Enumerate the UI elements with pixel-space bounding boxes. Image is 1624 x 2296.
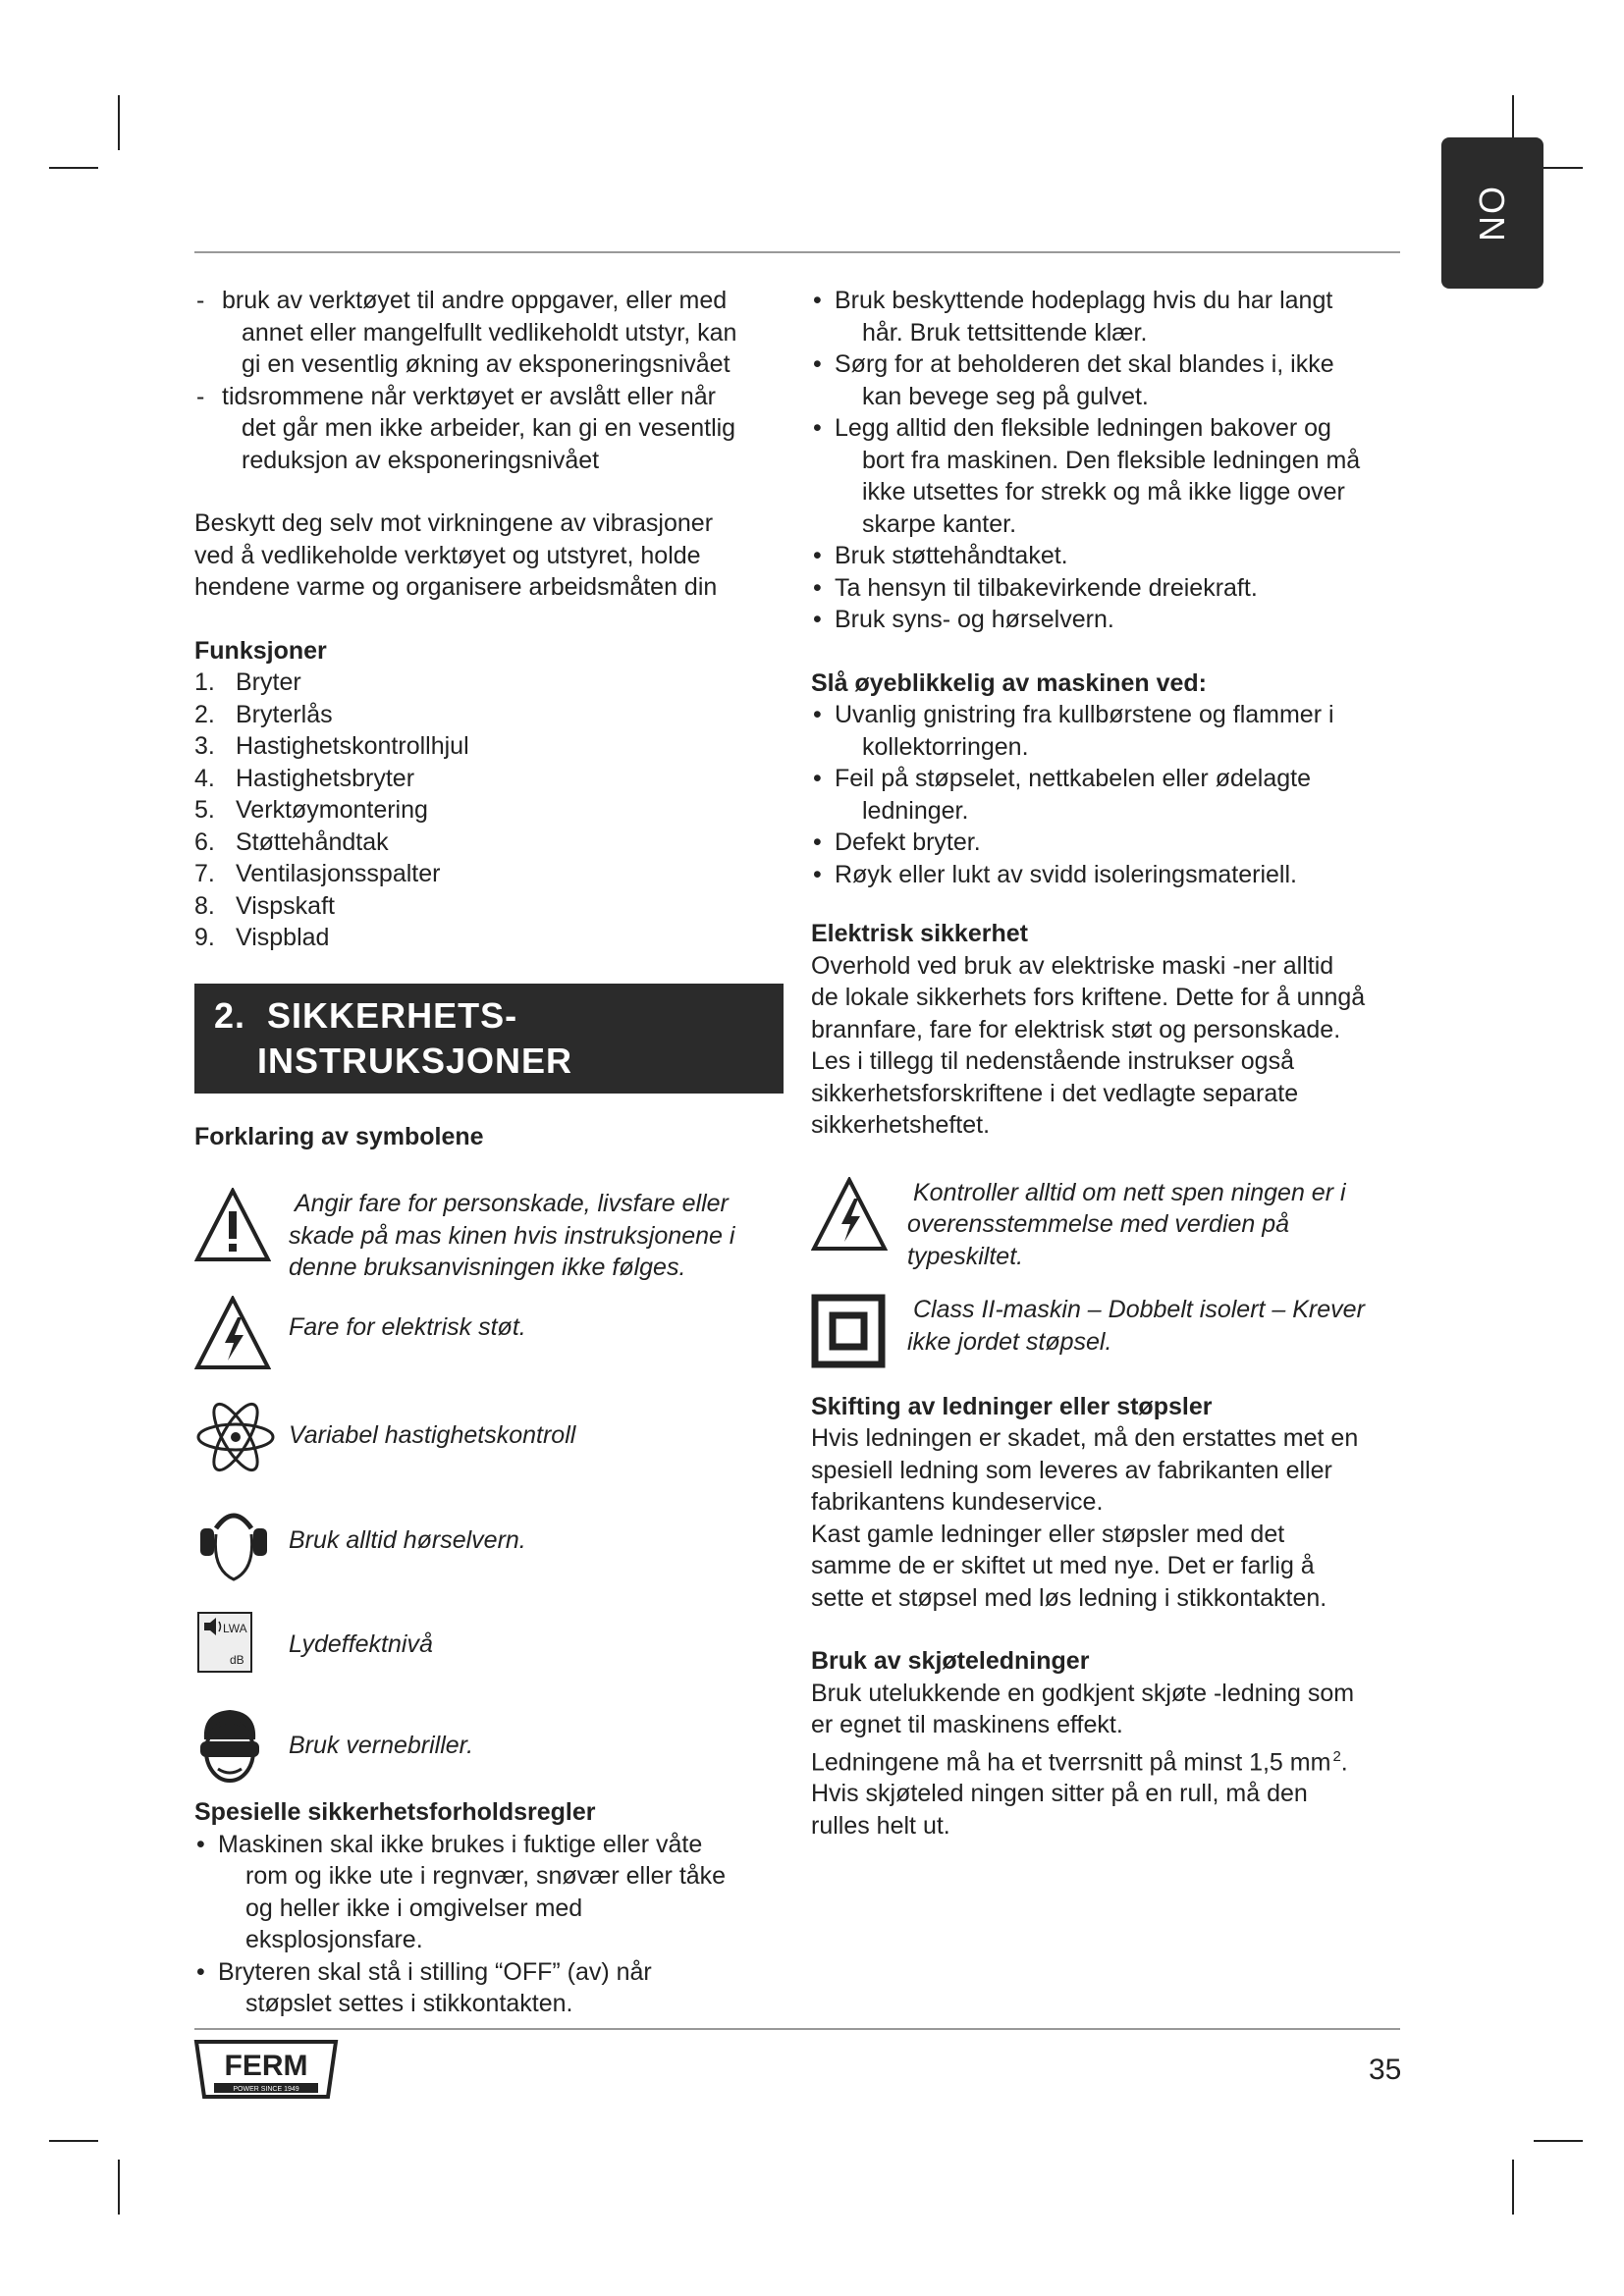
special-heading: Spesielle sikkerhetsforholdsregler (194, 1798, 596, 1826)
symbol-row-goggles: Bruk vernebriller. (194, 1706, 784, 1793)
ear-protection-icon (194, 1501, 273, 1583)
crop-mark (1512, 2160, 1514, 2215)
crop-mark (49, 2140, 98, 2142)
symbols-heading: Forklaring av symbolene (194, 1122, 484, 1150)
brand-tagline: POWER SINCE 1949 (233, 2086, 299, 2093)
list-item: • Feil på støpselet, nettkabelen eller ødelagte ledninger. (813, 765, 1311, 825)
list-item: • Uvanlig gnistring fra kullbørstene og flammer i kollektorringen. (813, 701, 1334, 761)
functions-list (194, 667, 784, 954)
brand-name: FERM (224, 2050, 308, 2082)
warning-triangle-icon (194, 1188, 271, 1262)
sound-power-icon (194, 1609, 255, 1676)
language-tab-label: NO (1472, 185, 1512, 241)
crop-mark (118, 2160, 120, 2215)
list-item: 9. Vispblad (194, 924, 330, 951)
crop-mark (49, 167, 98, 169)
language-tab (1441, 137, 1543, 289)
list-item: 2. Bryterlås (194, 700, 333, 728)
electric-shock-icon (811, 1177, 888, 1252)
variable-speed-icon (194, 1400, 277, 1474)
list-item: 4. Hastighetsbryter (194, 764, 415, 792)
section-heading: 2. SIKKERHETS- INSTRUKSJONER (194, 984, 784, 1094)
symbol-row-sound: LWA dB Lydeffektnivå (194, 1609, 784, 1684)
left-column (194, 285, 784, 2020)
list-item: - tidsrommene når verktøyet er avslått eller når det går men ikke arbeider, kan gi en vesentlig reduksjon av eksponeringsnivået (196, 382, 736, 474)
extension-paragraph: Bruk utelukkende en godkjent skjøte -ledning som er egnet til maskinens effekt. Ledningene må ha et tverrsnitt på minst 1,5 mm $^2$. Hvis skjøteled ningen sitter på en rull, må den rulles helt ut. (811, 1679, 1355, 1840)
list-item: • Bruk syns- og hørselvern. (813, 606, 1114, 633)
page-number: 35 (1369, 2054, 1402, 2086)
symbol-row-voltage: Kontroller alltid om nett spen ningen er i overensstemmelse med verdien på typeskiltet. (811, 1177, 1400, 1273)
stop-heading: Slå øyeblikkelig av maskinen ved: (811, 668, 1207, 697)
extension-heading: Bruk av skjøteledninger (811, 1647, 1090, 1675)
list-item: • Ta hensyn til tilbakevirkende dreiekraft. (813, 573, 1258, 602)
symbol-row-ear: Bruk alltid hørselvern. (194, 1501, 784, 1592)
list-item: 3. Hastighetskontrollhjul (194, 732, 469, 760)
cord-heading: Skifting av ledninger eller støpsler (811, 1392, 1213, 1420)
list-item: 8. Vispskaft (194, 891, 335, 920)
crop-mark (1534, 2140, 1583, 2142)
list-item: 7. Ventilasjonsspalter (194, 860, 441, 887)
vibration-paragraph: Beskytt deg selv mot virkningene av vibrasjoner ved å vedlikeholde verktøyet og utstyret, holde hendene varme og organisere arbeidsmåten din (194, 509, 718, 601)
list-item: • Maskinen skal ikke brukes i fuktige eller våte rom og ikke ute i regnvær, snøvær eller tåke og heller ikke i omgivelser med eksplosjonsfare. (196, 1830, 727, 1953)
list-item: • Defekt bryter. (813, 828, 981, 856)
electric-safety-heading: Elektrisk sikkerhet (811, 920, 1028, 947)
list-item: • Bruk støttehåndtaket. (813, 542, 1068, 569)
list-item: • Bryteren skal stå i stilling “OFF” (av) når støpslet settes i stikkontakten. (196, 1957, 652, 2017)
cord-paragraph: Hvis ledningen er skadet, må den erstattes met en spesiell ledning som leveres av fabrikanten eller fabrikantens kundeservice. Kast gamle ledninger eller støpsler med det samme de er skiftet ut med nye. Det er farlig å sette et støpsel med løs ledning i stikkontakten. (811, 1424, 1359, 1612)
header-rule (194, 251, 1400, 253)
list-item: • Røyk eller lukt av svidd isoleringsmateriell. (813, 860, 1297, 888)
right-column (811, 285, 1400, 1842)
sound-icon-label: LWA (223, 1622, 247, 1635)
electric-safety-paragraph: Overhold ved bruk av elektriske maski -ner alltid de lokale sikkerhets fors kriftene. Dette for å unngå brannfare, fare for elektrisk støt og personskade. Les i tillegg til nedenstående instrukser også sikkerhetsforskriftene i det vedlagte separate sikkerhetsheftet. (811, 951, 1366, 1139)
list-item: • Sørg for at beholderen det skal blandes i, ikke kan bevege seg på gulvet. (813, 350, 1334, 410)
list-item: - bruk av verktøyet til andre oppgaver, eller med annet eller mangelfullt vedlikeholdt utstyr, kan gi en vesentlig økning av eksponeringsnivået (196, 287, 737, 378)
double-insulated-icon (811, 1294, 886, 1368)
ferm-logo (192, 2038, 340, 2101)
list-item: • Bruk beskyttende hodeplagg hvis du har langt hår. Bruk tettsittende klær. (813, 287, 1333, 347)
list-item: 6. Støttehåndtak (194, 828, 389, 856)
sound-icon-unit: dB (230, 1653, 244, 1667)
crop-mark (118, 95, 120, 150)
footer-rule (194, 2028, 1400, 2030)
symbol-row-speed: Variabel hastighetskontroll (194, 1400, 784, 1483)
symbol-row-warning: Angir fare for personskade, livsfare eller skade på mas kinen hvis instruksjonene i denne bruksanvisningen ikke følges. (194, 1188, 784, 1284)
list-item: 5. Verktøymontering (194, 796, 428, 824)
electric-shock-icon (194, 1296, 271, 1370)
list-item: 1. Bryter (194, 668, 301, 696)
safety-goggles-icon (194, 1706, 265, 1785)
symbol-row-electric: Fare for elektrisk støt. (194, 1296, 784, 1379)
functions-heading: Funksjoner (194, 636, 327, 665)
list-item: • Legg alltid den fleksible ledningen bakover og bort fra maskinen. Den fleksible ledningen må ikke utsettes for strekk og må ikke ligge over skarpe kanter. (813, 414, 1361, 538)
symbol-row-class2: Class II-maskin – Dobbelt isolert – Krever ikke jordet støpsel. (811, 1294, 1400, 1377)
